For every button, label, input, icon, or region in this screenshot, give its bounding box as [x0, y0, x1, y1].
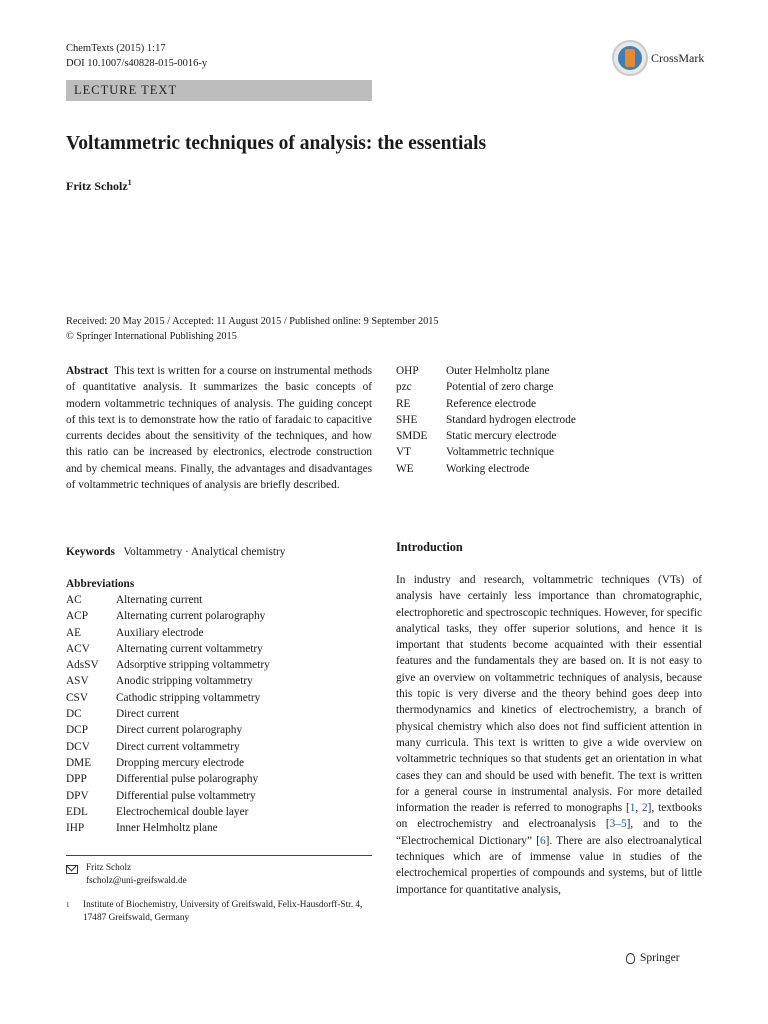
abbreviation-code: DPV	[66, 789, 89, 802]
abbreviation-meaning: Voltammetric technique	[446, 446, 555, 459]
abbreviation-code: WE	[396, 462, 414, 475]
abbreviation-meaning: Reference electrode	[446, 397, 536, 410]
abbreviation-meaning: Inner Helmholtz plane	[116, 822, 218, 835]
crossmark-icon	[612, 40, 648, 76]
abbreviation-code: SMDE	[396, 430, 428, 443]
author-affiliation-marker: 1	[127, 178, 132, 187]
abbreviation-meaning: Auxiliary electrode	[116, 626, 204, 639]
corresponding-name: Fritz Scholz	[86, 863, 132, 873]
author-name[interactable]: Fritz Scholz	[66, 179, 128, 193]
abbreviation-code: DME	[66, 756, 92, 769]
keywords-label: Keywords	[66, 546, 115, 558]
crossmark-badge[interactable]	[612, 40, 704, 76]
abbreviation-code: OHP	[396, 365, 419, 377]
intro-text-3: ], and to the “Electrochemical Dictionary” [	[396, 818, 702, 847]
abbreviation-row	[66, 706, 372, 722]
abbreviation-row	[66, 641, 372, 657]
abbreviation-meaning: Working electrode	[446, 462, 530, 475]
keywords	[66, 544, 372, 560]
footnote-divider	[66, 855, 372, 856]
citation-link[interactable]: 1	[629, 802, 636, 815]
copyright-line: © Springer International Publishing 2015	[66, 331, 237, 342]
abbreviation-code: AE	[66, 626, 82, 639]
abbreviation-row	[396, 444, 702, 460]
abbreviation-code: VT	[396, 446, 412, 459]
journal-header	[66, 41, 207, 71]
corresponding-author	[66, 862, 187, 888]
abbreviation-row	[66, 788, 372, 804]
publisher-footer	[625, 951, 680, 964]
abbreviations-list-right	[396, 363, 702, 477]
abbreviation-row	[66, 608, 372, 624]
abbreviation-row	[396, 461, 702, 477]
abbreviation-code: IHP	[66, 822, 85, 835]
intro-text-1: In industry and research, voltammetric techniques (VTs) of analysis have certainly less importance than chromatographic, electrophoretic and spectroscopic techniques. However, for specific analytical tasks, they offer superior solutions, and hence it is important that students become acquainted with their essential features and the fundamentals they are based on. It is not easy to give an overview on voltammetric techniques of analysis, because this topic is very diverse and the theory behind goes deep into thermodynamics and kinetics of electrochemistry, a branch of physical chemistry which also does not find sufficient attention in many curricula. This text is written to give a wide overview on voltammetric techniques so that students get an orientation in what cases they can and should be used with benefit. The text is written for a general course in instrumental analysis. For more detailed information the reader is referred to monographs [	[396, 574, 702, 815]
abbreviation-meaning: Alternating current voltammetry	[116, 642, 263, 655]
abbreviation-meaning: Alternating current	[116, 594, 203, 606]
abbreviation-meaning: Differential pulse voltammetry	[116, 789, 256, 802]
abbreviation-row	[66, 755, 372, 771]
abbreviation-row	[66, 820, 372, 836]
affiliation-number: 1	[66, 901, 70, 909]
abstract-label: Abstract	[66, 365, 109, 377]
abbreviation-code: ACP	[66, 610, 88, 623]
abbreviation-meaning: Differential pulse polarography	[116, 773, 259, 786]
section-label: LECTURE TEXT	[74, 83, 178, 97]
intro-text-2: ], textbooks on electrochemistry and electroanalysis [	[396, 802, 703, 831]
abbreviation-row	[396, 363, 702, 379]
keywords-text: Voltammetry · Analytical chemistry	[123, 546, 286, 558]
citation-separator: ,	[635, 802, 643, 815]
abbreviation-row	[66, 657, 372, 673]
abbreviation-code: AC	[66, 594, 82, 606]
corresponding-email[interactable]: fscholz@uni-greifswald.de	[86, 876, 187, 886]
abbreviation-code: RE	[396, 397, 411, 410]
abbreviation-row	[396, 396, 702, 412]
abbreviation-meaning: Direct current polarography	[116, 724, 243, 737]
abbreviation-meaning: Electrochemical double layer	[116, 805, 249, 818]
abbreviation-row	[66, 690, 372, 706]
affiliation-text: Institute of Biochemistry, University of Greifswald, Felix-Hausdorff-Str. 4, 17487 Greifswald, Germany	[83, 900, 363, 923]
abbreviation-code: SHE	[396, 413, 418, 426]
abbreviations-title: Abbreviations	[66, 578, 135, 590]
abstract	[66, 363, 372, 493]
article-history	[66, 314, 439, 344]
abbreviation-meaning: Cathodic stripping voltammetry	[116, 691, 261, 704]
abbreviations-list-left	[66, 592, 372, 836]
article-title: Voltammetric techniques of analysis: the essentials	[66, 133, 487, 154]
abbreviation-meaning: Alternating current polarography	[116, 610, 266, 623]
abbreviation-row	[66, 722, 372, 738]
abstract-text: This text is written for a course on instrumental methods of quantitative analysis. It summarizes the basic concepts of modern voltammetric techniques of analysis. The guiding concept of this text is to demonstrate how the ratio of faradaic to capacitive currents decides about the sensitivity of the techniques, and how this ratio can be increased by electronics, electrode construction and by chemical means. Finally, the advantages and disadvantages of voltammetric techniques of analysis are briefly described.	[66, 365, 372, 492]
abbreviation-code: ASV	[66, 675, 89, 688]
abbreviation-row	[396, 379, 702, 395]
section-band	[66, 80, 372, 101]
publication-dates: Received: 20 May 2015 / Accepted: 11 August 2015 / Published online: 9 September 2015	[66, 316, 439, 327]
abbreviation-code: DCP	[66, 724, 88, 737]
abbreviation-code: AdsSV	[66, 659, 99, 672]
abbreviation-meaning: Adsorptive stripping voltammetry	[116, 659, 270, 672]
introduction-heading: Introduction	[396, 540, 463, 554]
abbreviation-row	[396, 428, 702, 444]
introduction-paragraph	[396, 572, 702, 898]
abbreviation-row	[66, 771, 372, 787]
citation-link[interactable]: 2	[642, 802, 648, 815]
abbreviation-code: DCV	[66, 740, 90, 753]
publisher-name: Springer	[640, 951, 680, 964]
abbreviation-row	[66, 739, 372, 755]
springer-horse-icon	[625, 951, 636, 964]
abbreviation-meaning: Dropping mercury electrode	[116, 756, 244, 769]
abbreviation-meaning: Standard hydrogen electrode	[446, 413, 576, 426]
abbreviation-row	[66, 804, 372, 820]
abbreviation-row	[66, 625, 372, 641]
abbreviation-meaning: Direct current	[116, 708, 180, 721]
abbreviation-meaning: Static mercury electrode	[446, 430, 557, 443]
intro-text-4: ]. There are also electroanalytical techniques which are of immense value in studies of the electrochemical properties of compounds and systems, but of little importance for quantitative analysis,	[396, 834, 702, 896]
doi[interactable]: DOI 10.1007/s40828-015-0016-y	[66, 58, 208, 69]
journal-citation: ChemTexts (2015) 1:17	[66, 43, 166, 54]
abbreviation-row	[396, 412, 702, 428]
citation-link[interactable]: 6	[539, 834, 546, 847]
abbreviation-meaning: Direct current voltammetry	[116, 740, 240, 753]
abbreviation-code: pzc	[396, 381, 412, 394]
abbreviation-meaning: Potential of zero charge	[446, 381, 554, 394]
abbreviation-code: ACV	[66, 642, 90, 655]
abbreviation-row	[66, 673, 372, 689]
abbreviation-meaning: Anodic stripping voltammetry	[116, 675, 253, 688]
abbreviation-row	[66, 592, 372, 608]
crossmark-label: CrossMark	[651, 50, 705, 65]
author-line	[66, 178, 132, 194]
abbreviation-code: DPP	[66, 773, 87, 786]
abbreviation-code: DC	[66, 708, 82, 721]
citation-link[interactable]: 3–5	[609, 818, 627, 831]
abbreviation-meaning: Outer Helmholtz plane	[446, 365, 550, 377]
envelope-icon	[66, 865, 78, 874]
abbreviation-code: CSV	[66, 691, 88, 704]
abbreviation-code: EDL	[66, 805, 88, 818]
affiliation-footnote	[66, 899, 363, 925]
